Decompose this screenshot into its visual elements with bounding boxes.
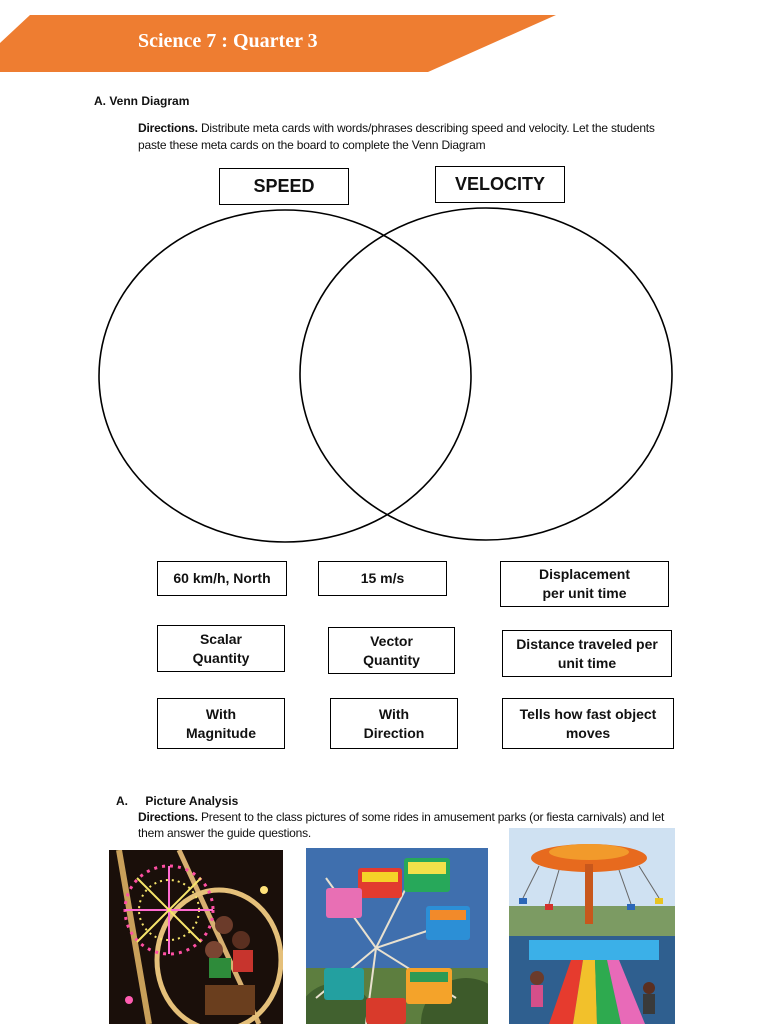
meta-card[interactable]	[318, 561, 447, 596]
swing-ride-image	[509, 828, 675, 1024]
carnival-ride-image	[109, 850, 283, 1024]
card-line: Distance traveled per	[516, 635, 658, 652]
speed-label-box	[219, 168, 349, 205]
card-line: Displacement	[538, 566, 631, 582]
carnival-ride-photo	[109, 850, 283, 1024]
directions-text-line2: paste these meta cards on the board to complete the Venn Diagram	[138, 138, 486, 152]
ferris-wheel-photo	[306, 848, 488, 1024]
meta-card[interactable]	[157, 561, 287, 596]
velocity-label: VELOCITY	[454, 174, 545, 194]
meta-card[interactable]	[328, 627, 455, 674]
card-line: With	[378, 705, 410, 722]
velocity-label-box	[435, 166, 565, 203]
meta-card[interactable]	[157, 625, 285, 672]
header-banner	[0, 15, 560, 72]
directions-text-line2: them answer the guide questions.	[138, 826, 312, 840]
card-line: Magnitude	[186, 724, 256, 741]
card-line: Scalar	[199, 630, 243, 647]
card-line: With	[205, 705, 237, 722]
card-line: Direction	[363, 724, 425, 741]
speed-circle	[99, 210, 471, 542]
ferris-wheel-image	[306, 848, 488, 1024]
card-line: unit time	[557, 654, 617, 671]
venn-section-heading: A. Venn Diagram	[94, 94, 190, 108]
heading-text: Picture Analysis	[145, 794, 239, 808]
meta-card[interactable]	[502, 698, 674, 749]
directions-text-line1: Present to the class pictures of some rides in amusement parks (or fiesta carnivals) and let	[200, 810, 665, 824]
card-line: Quantity	[363, 651, 420, 668]
meta-card[interactable]	[500, 561, 669, 607]
card-line: Vector	[370, 632, 413, 649]
card-line: 15 m/s	[360, 570, 405, 586]
card-line: Tells how fast object	[519, 705, 657, 722]
speed-label: SPEED	[253, 176, 315, 196]
heading-marker: A.	[116, 794, 128, 808]
card-line: Quantity	[192, 649, 250, 666]
directions-lead: Directions.	[138, 121, 198, 135]
swing-ride-photo	[509, 828, 675, 1024]
page-title: Science 7 : Quarter 3	[138, 30, 318, 52]
venn-directions	[138, 120, 698, 154]
card-line: per unit time	[542, 585, 627, 601]
picture-section-heading	[116, 794, 238, 808]
directions-lead: Directions.	[138, 810, 198, 824]
card-line: 60 km/h, North	[173, 570, 271, 586]
meta-card[interactable]	[502, 630, 672, 677]
velocity-circle	[300, 208, 672, 540]
directions-text-line1: Distribute meta cards with words/phrases describing speed and velocity. Let the students	[200, 121, 655, 135]
card-line: moves	[565, 724, 611, 741]
meta-card[interactable]	[157, 698, 285, 749]
meta-card[interactable]	[330, 698, 458, 749]
